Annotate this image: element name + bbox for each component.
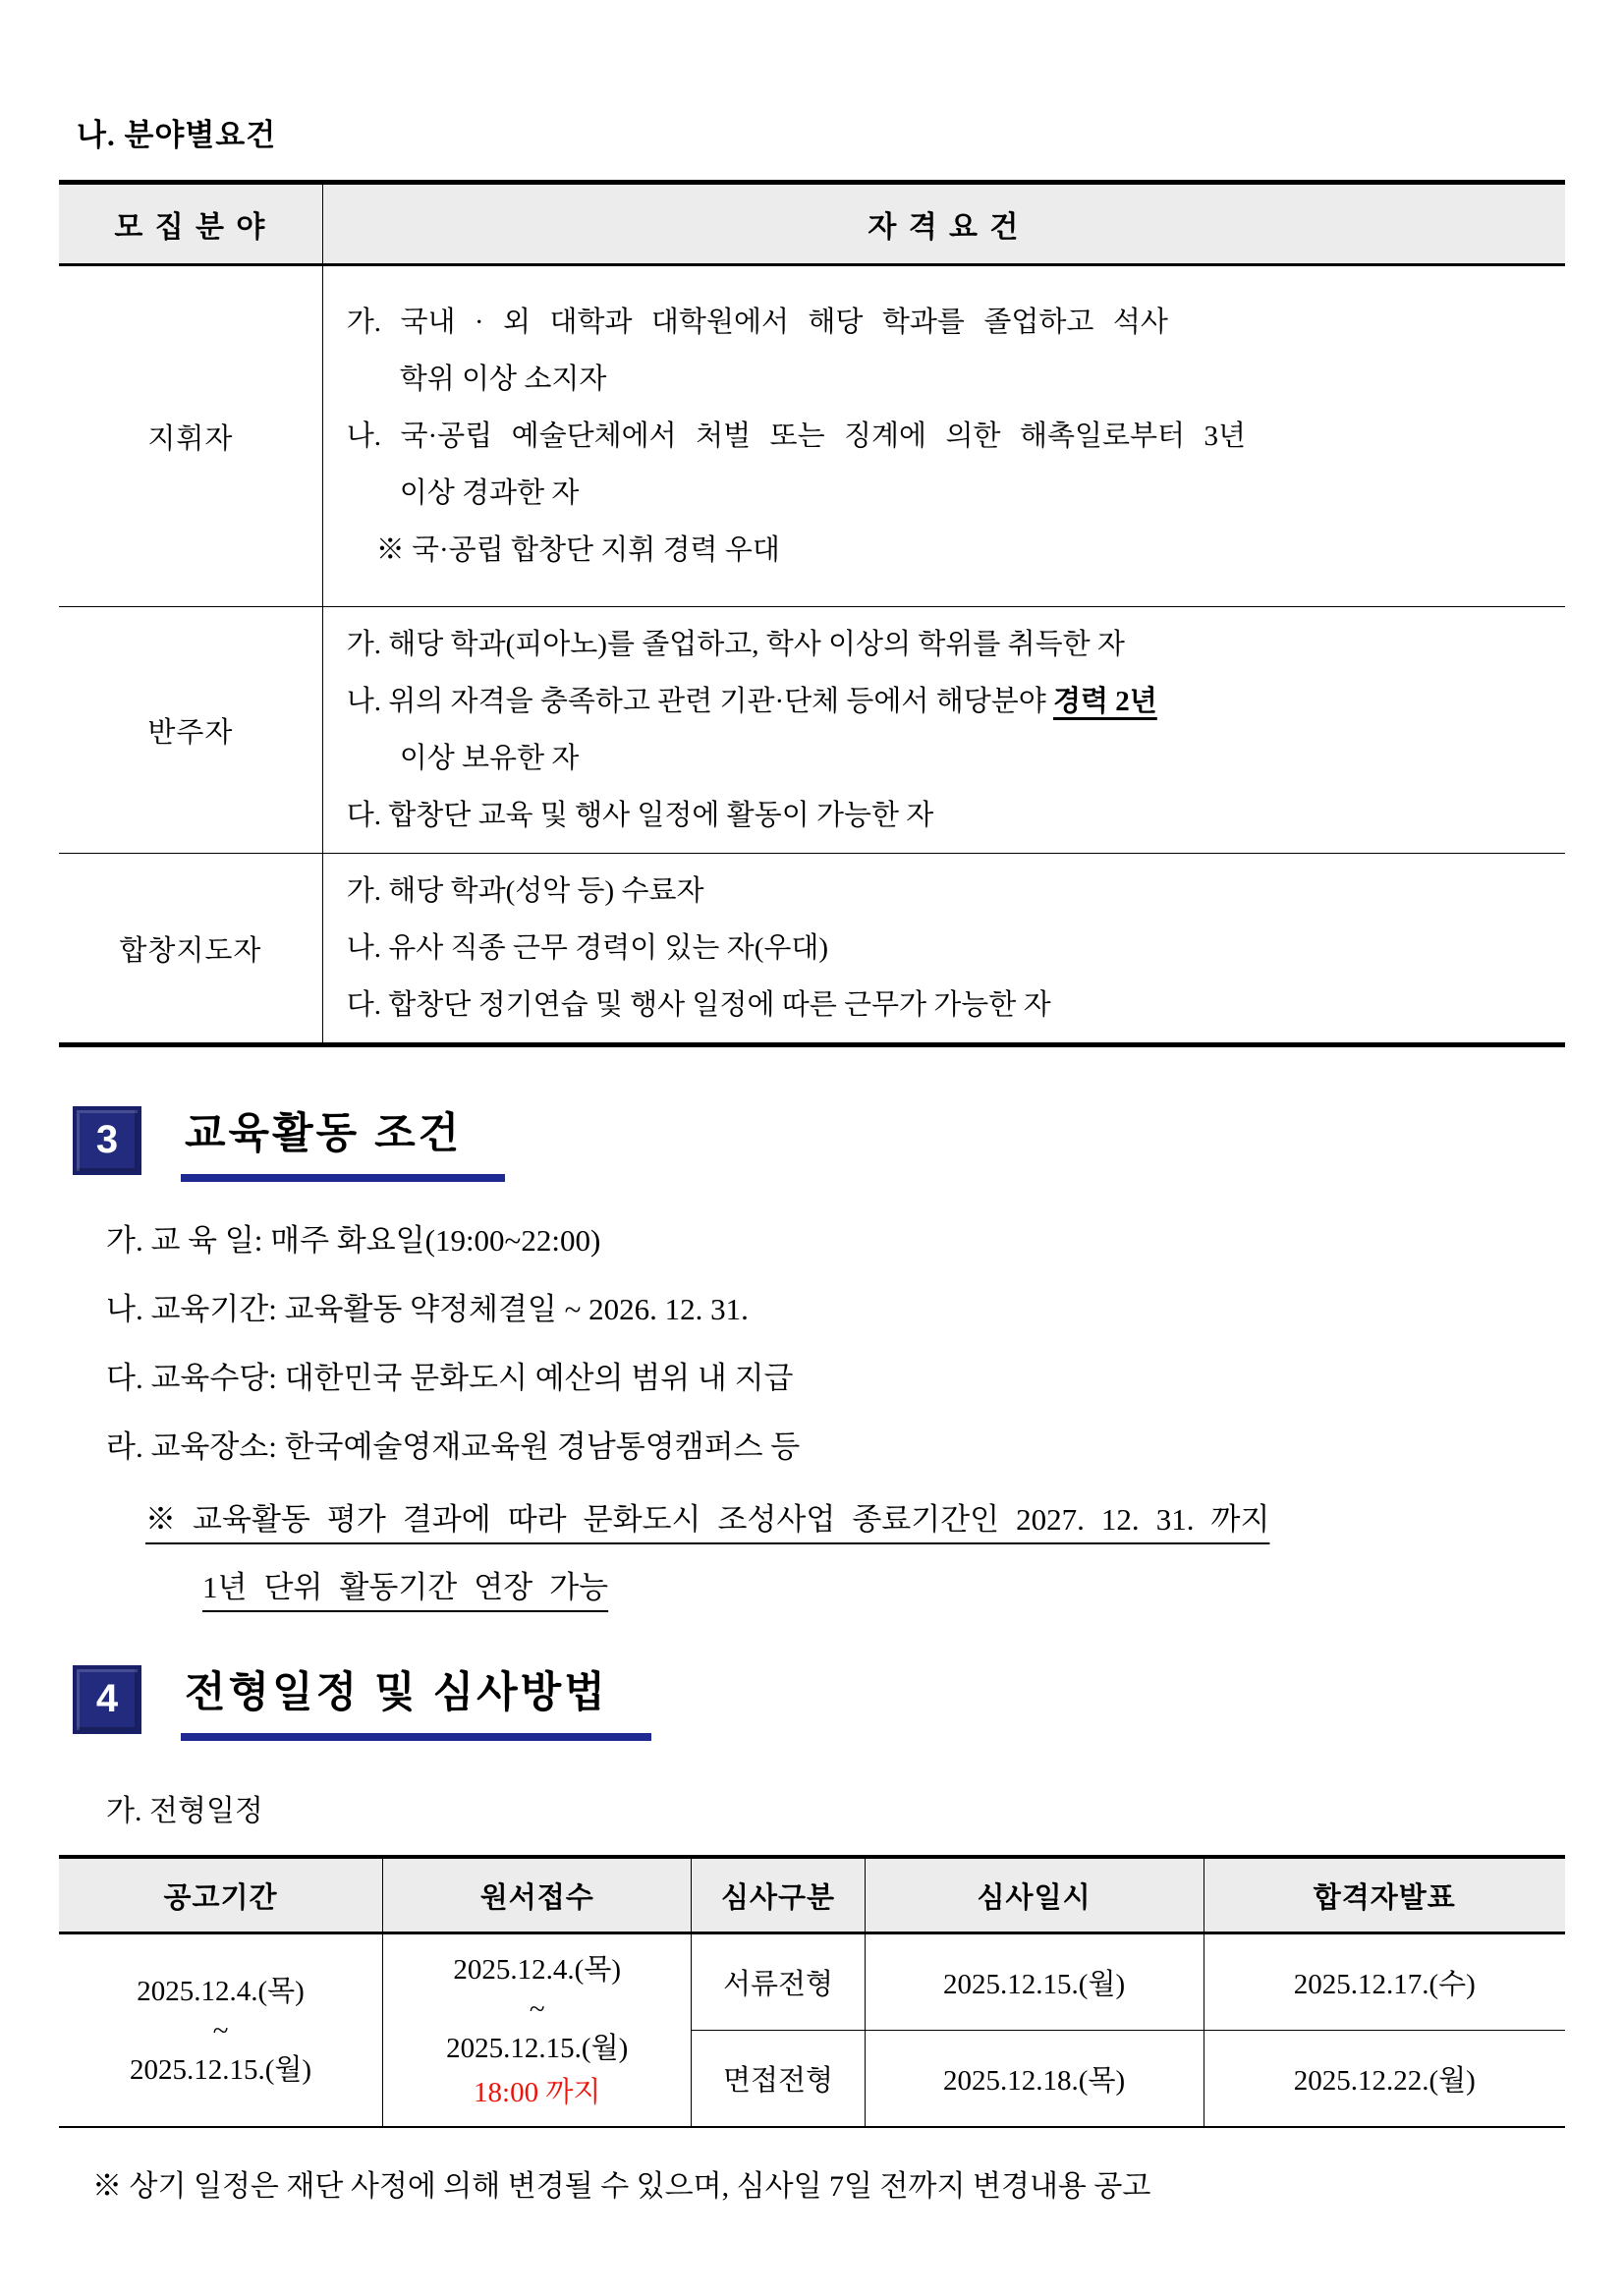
column-header-field: 모 집 분 야	[59, 183, 322, 265]
column-header-result-date: 합격자발표	[1204, 1857, 1565, 1933]
qual-line: 이상 경과한 자	[399, 477, 580, 509]
section4-number: 4	[95, 1677, 119, 1720]
table-row-accompanist	[59, 607, 1565, 854]
qual-line-emphasis: 경력 2년	[1053, 686, 1157, 717]
application-from: 2025.12.4.(목)	[453, 1953, 622, 1986]
result-date-cell: 2025.12.22.(월)	[1204, 2031, 1565, 2128]
list-item-education-place: 라. 교육장소: 한국예술영재교육원 경남통영캠퍼스 등	[106, 1429, 801, 1464]
qual-line-text: 나. 위의 자격을 충족하고 관련 기관·단체 등에서 해당분야	[346, 686, 1053, 717]
requirements-cell	[322, 854, 1565, 1045]
education-condition-list	[106, 1219, 1565, 1469]
column-header-review-type: 심사구분	[692, 1857, 865, 1933]
qual-line: 다. 합창단 정기연습 및 행사 일정에 따른 근무가 가능한 자	[346, 989, 1051, 1021]
section3-number: 3	[95, 1118, 119, 1161]
column-header-notice-period: 공고기간	[59, 1857, 383, 1933]
section3-number-badge	[73, 1106, 141, 1175]
column-header-review-date: 심사일시	[865, 1857, 1204, 1933]
application-to: 2025.12.15.(월)	[446, 2032, 629, 2064]
section-b-heading: 나. 분야별요건	[77, 118, 277, 152]
notice-tilde: ~	[212, 2014, 229, 2046]
column-header-application: 원서접수	[383, 1857, 692, 1933]
application-period-cell	[383, 1933, 692, 2128]
qual-line: 다. 합창단 교육 및 행사 일정에 활동이 가능한 자	[346, 800, 934, 831]
notice-period-cell	[59, 1933, 383, 2128]
table-row-choir-instructor	[59, 854, 1565, 1045]
notice-to: 2025.12.15.(월)	[130, 2053, 312, 2086]
qual-line: 이상 보유한 자	[399, 743, 580, 774]
requirements-cell	[322, 265, 1565, 607]
field-cell: 지휘자	[59, 265, 322, 607]
requirements-cell	[322, 607, 1565, 854]
list-item-education-pay: 다. 교육수당: 대한민국 문화도시 예산의 범위 내 지급	[106, 1361, 794, 1395]
review-type-cell: 면접전형	[692, 2031, 865, 2128]
section3-title: 교육활동 조건	[181, 1098, 505, 1182]
extension-note	[145, 1494, 1565, 1606]
section4-title: 전형일정 및 심사방법	[181, 1657, 651, 1741]
list-item-education-day: 가. 교 육 일: 매주 화요일(19:00~22:00)	[106, 1223, 601, 1258]
schedule-row-document	[59, 1933, 1565, 2031]
application-deadline: 18:00 까지	[474, 2076, 601, 2108]
review-date-cell: 2025.12.15.(월)	[865, 1933, 1204, 2031]
qualification-table-header-row	[59, 183, 1565, 265]
review-type-cell: 서류전형	[692, 1933, 865, 2031]
qual-line	[347, 673, 1547, 730]
notice-from: 2025.12.4.(목)	[137, 1975, 305, 2007]
list-item-education-term: 나. 교육기간: 교육활동 약정체결일 ~ 2026. 12. 31.	[106, 1292, 749, 1326]
note-line-1	[145, 1494, 1565, 1539]
note-line-2-text: 1년 단위 활동기간 연장 가능	[202, 1570, 609, 1604]
field-cell: 반주자	[59, 607, 322, 854]
section3-header	[73, 1098, 1565, 1182]
qual-line-note: ※ 국·공립 합창단 지휘 경력 우대	[375, 534, 780, 566]
review-date-cell: 2025.12.18.(목)	[865, 2031, 1204, 2128]
application-tilde: ~	[529, 1992, 545, 2025]
note-line-1-text: ※ 교육활동 평가 결과에 따라 문화도시 조성사업 종료기간인 2027. 12. 31. 까지	[145, 1502, 1270, 1537]
schedule-table-header-row	[59, 1857, 1565, 1933]
qual-line: 가. 국내 · 외 대학과 대학원에서 해당 학과를 졸업하고 석사	[346, 307, 1168, 338]
table-row-conductor	[59, 265, 1565, 607]
qual-line: 가. 해당 학과(성악 등) 수료자	[346, 875, 704, 907]
section4-number-badge	[73, 1665, 141, 1734]
qualification-table	[59, 180, 1565, 1047]
field-cell: 합창지도자	[59, 854, 322, 1045]
qual-line: 나. 유사 직종 근무 경력이 있는 자(우대)	[346, 932, 829, 964]
note-line-2	[145, 1562, 1565, 1606]
qual-line: 가. 해당 학과(피아노)를 졸업하고, 학사 이상의 학위를 취득한 자	[346, 629, 1125, 660]
qual-line: 나. 국·공립 예술단체에서 처벌 또는 징계에 의한 해촉일로부터 3년	[346, 420, 1246, 452]
column-header-requirements: 자 격 요 건	[322, 183, 1565, 265]
schedule-table	[59, 1855, 1565, 2128]
schedule-change-note: ※ 상기 일정은 재단 사정에 의해 변경될 수 있으며, 심사일 7일 전까지 변경내용 공고	[92, 2170, 1151, 2203]
qual-line: 학위 이상 소지자	[399, 364, 607, 395]
section4-header	[73, 1657, 1565, 1741]
result-date-cell: 2025.12.17.(수)	[1204, 1933, 1565, 2031]
schedule-subheading: 가. 전형일정	[106, 1795, 263, 1827]
